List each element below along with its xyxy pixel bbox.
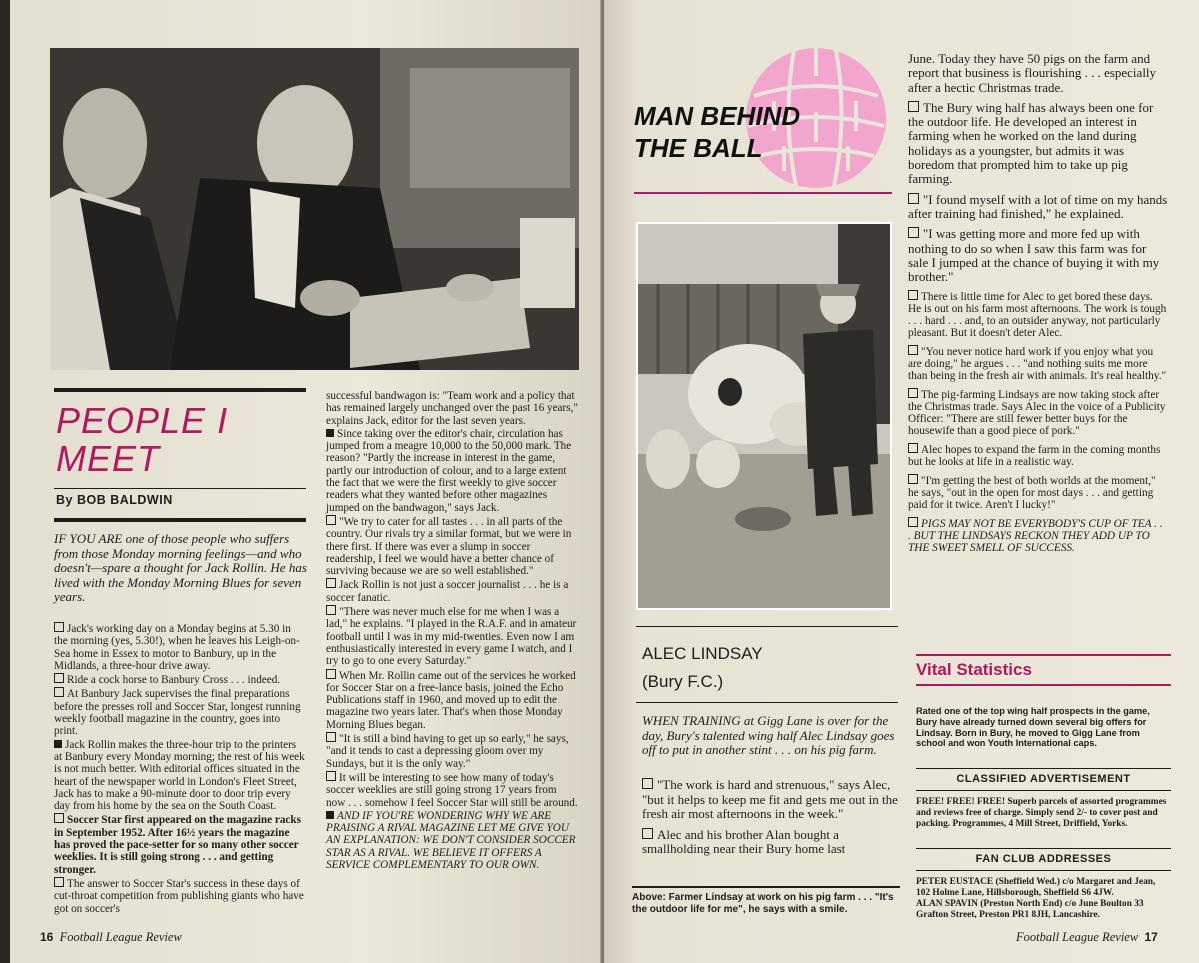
page-number: 16 (40, 930, 54, 944)
paragraph: successful bandwagon is: "Team work and a policy that has remained largely unchanged over the past 16 years," explains Jack, editor for the last seven years. (326, 390, 578, 427)
profile-column-2 (908, 52, 1168, 560)
paragraph: June. Today they have 50 pigs on the farm and report that business is flourishing . . . especially after a hectic Christmas trade. (908, 51, 1157, 95)
checkbox-bullet-icon (54, 813, 64, 823)
classified-rule-bottom (916, 790, 1171, 791)
name-rule-bottom (636, 702, 898, 703)
photo-alec-lindsay (636, 222, 892, 610)
page-number: 17 (1144, 930, 1158, 944)
name-rule-top (636, 626, 898, 627)
paragraph: Soccer Star first appeared on the magazine racks in September 1952. After 16½ years the magazine has proved the pace-setter for so many other soccer weeklies. It is still going strong . . . and getting stronger. (54, 814, 301, 876)
vital-rule-bottom (916, 684, 1171, 686)
fanclub-heading: FAN CLUB ADDRESSES (975, 853, 1112, 865)
player-name: ALEC LINDSAY (642, 644, 763, 663)
paragraph: Alec and his brother Alan bought a smallholding near their Bury home last (642, 826, 846, 856)
paragraph: At Banbury Jack supervises the final preparations before the presses roll and Soccer Star, longest running weekly football magazine in the country, goes into print. (54, 688, 301, 738)
paragraph: "The work is hard and strenuous," says Alec, "but it helps to keep me fit and gets me out in the fresh air most afternoons in the week." (642, 777, 898, 821)
vital-rule-top (916, 654, 1171, 656)
pig-farm-photo-icon (638, 224, 890, 608)
paragraph: Alec hopes to expand the farm in the coming months but he looks at life in a realistic way. (908, 444, 1161, 469)
checkbox-bullet-icon (908, 345, 918, 355)
checkbox-bullet-icon (908, 443, 918, 453)
checkbox-bullet-icon (326, 578, 336, 588)
checkbox-bullet-icon (54, 877, 64, 887)
paragraph: Jack Rollin makes the three-hour trip to the printers at Banbury every Monday morning; the rest of his week is not much better. With editorial offices situated in the heart of the newspaper world in London's Fleet Street, Jack has to make a 90-minute door to door trip every day from his home by the sea on the South Coast. (54, 738, 305, 813)
profile-lead: WHEN TRAINING at Gigg Lane is over for the day, Bury's talented wing half Alec Lindsay goes off to put in another stint . . . on his pig farm. (642, 713, 895, 757)
fanclub-address-1: PETER EUSTACE (Sheffield Wed.) c/o Margaret and Jean, 102 Holme Lane, Hillsborough, Sheffield S6 4JW. (916, 877, 1156, 898)
checkbox-bullet-icon (642, 778, 653, 789)
vital-statistics-text: Rated one of the top wing half prospects in the game, Bury have already turned down several big offers for Lindsay. Born in Bury, he moved to Gigg Lane from school and won Youth International caps. (916, 706, 1150, 749)
paragraph: AND IF YOU'RE WONDERING WHY WE ARE PRAISING A RIVAL MAGAZINE LET ME GIVE YOU AN EXPLANATION: WE DON'T CONSIDER SOCCER STAR AS A RIVAL. WE BELIEVE IT OFFERS A SERVICE COMPLEMENTARY TO OUR OWN. (326, 809, 576, 871)
paragraph: The pig-farming Lindsays are now taking stock after the Christmas trade. Says Alec in the voice of a Publicity Officer: "There are still fewer better buys for the housewife than a good piece of pork." (908, 389, 1166, 438)
checkbox-bullet-icon (326, 732, 336, 742)
checkbox-bullet-icon (326, 515, 336, 525)
folio-title: Football League Review (1016, 930, 1139, 944)
checkbox-bullet-icon (326, 669, 336, 679)
title-rule-top (54, 388, 306, 392)
classified-text: FREE! FREE! FREE! Superb parcels of assorted programmes and reviews free of charge. Simply send 2/- to cover post and packing. Programmes, 4 Mill Street, Driffield, Yorks. (916, 797, 1167, 829)
section-heading (634, 100, 800, 164)
square-bullet-icon (326, 811, 334, 819)
paragraph: There is little time for Alec to get bored these days. He is out on his farm most afternoons. The work is tough . . . hard . . . and, to an outsider anyway, not particularly pleasant. But it doesn't deter Alec. (908, 291, 1167, 340)
square-bullet-icon (326, 429, 334, 437)
article-lead: IF YOU ARE one of those people who suffers from those Monday morning feelings—and who doesn't—spare a thought for Jack Rollin. He has lived with the Monday Morning Blues for seven years. (54, 531, 307, 604)
left-page (10, 0, 602, 963)
paragraph: "It is still a bind having to get up so early," he says, "and it tends to cast a depressing gloom over my Sundays, but it is the only way." (326, 733, 569, 770)
photo-jack-rollin (50, 48, 579, 370)
checkbox-bullet-icon (54, 687, 64, 697)
checkbox-bullet-icon (326, 605, 336, 615)
right-page (604, 0, 1199, 963)
paragraph: "There was never much else for me when I was a lad," he explains. "I played in the R.A.F. and in amateur football until I was in my mid-twenties. Even now I am enthusiastically interested in every game I watch, and I try to go to one every Saturday." (326, 606, 577, 668)
paragraph: Jack's working day on a Monday begins at 5.30 in the morning (yes, 5.30!), when he leaves his Leigh-on-Sea home in Essex to motor to Banbury, up in the Midlands, a three-hour drive away. (54, 623, 300, 672)
classified-rule-top (916, 768, 1171, 769)
byline: By BOB BALDWIN (56, 493, 173, 507)
paragraph: Jack Rollin is not just a soccer journalist . . . he is a soccer fanatic. (326, 579, 569, 604)
article-column-2 (326, 390, 578, 872)
fanclub-rule-bottom (916, 870, 1171, 871)
article-column-1 (54, 622, 306, 916)
paragraph: When Mr. Rollin came out of the services he worked for Soccer Star on a free-lance basis, joined the Echo Publications staff in 1960, and moved up to edit the magazine two years later. That's when those Monday Morning Blues began. (326, 669, 576, 731)
checkbox-bullet-icon (908, 101, 919, 112)
checkbox-bullet-icon (54, 673, 64, 683)
section-heading-line2: THE BALL (634, 133, 763, 163)
paragraph: "We try to cater for all tastes . . . in all parts of the country. Our rivals try a similar format, but we were in there first. If there was ever a slump in soccer readership, I feel we would have a better chance of surviving because we are so well established." (326, 515, 572, 578)
player-name-block (642, 640, 763, 696)
article-title: PEOPLE I MEET (56, 400, 229, 479)
paragraph: PIGS MAY NOT BE EVERYBODY'S CUP OF TEA . . . BUT THE LINDSAYS RECKON THEY ADD UP TO THE SWEET SMELL OF SUCCESS. (908, 518, 1163, 555)
checkbox-bullet-icon (908, 193, 919, 204)
square-bullet-icon (54, 740, 62, 748)
checkbox-bullet-icon (908, 517, 918, 527)
heading-rule (634, 192, 892, 194)
vital-statistics-heading: Vital Statistics (916, 660, 1032, 679)
byline-rule-top (54, 488, 306, 489)
checkbox-bullet-icon (908, 290, 918, 300)
folio-title: Football League Review (59, 930, 182, 944)
byline-rule-bottom (54, 518, 306, 522)
checkbox-bullet-icon (54, 622, 64, 632)
fanclub-address-2: ALAN SPAVIN (Preston North End) c/o June Boulton 33 Grafton Street, Preston PR1 8JH, Lancashire. (916, 899, 1144, 920)
section-heading-line1: MAN BEHIND (634, 101, 801, 131)
paragraph: "I'm getting the best of both worlds at the moment," he says, "out in the open for most days . . . and getting paid for it twice. Aren't I lucky!" (908, 475, 1156, 512)
paragraph: "I was getting more and more fed up with nothing to do so when I saw this farm was for sale I jumped at the chance of buying it with my brother." (908, 226, 1160, 285)
checkbox-bullet-icon (908, 388, 918, 398)
checkbox-bullet-icon (908, 474, 918, 484)
paragraph: "I found myself with a lot of time on my hands after training had finished," he explained. (908, 191, 1168, 221)
page-folio-right (1016, 930, 1158, 945)
paragraph: "You never notice hard work if you enjoy what you are doing," he argues . . . "and nothing suits me more than being in the fresh air with animals. It's real healthy." (908, 346, 1167, 383)
paragraph: It will be interesting to see how many of today's soccer weeklies are still going strong 17 years from now . . . somehow I feel Soccer Star will still be around. (326, 771, 578, 809)
checkbox-bullet-icon (908, 227, 919, 238)
paragraph: The answer to Soccer Star's success in these days of cut-throat competition from publishing giants who have got on soccer's (54, 877, 304, 915)
checkbox-bullet-icon (642, 828, 653, 839)
photo-caption: Above: Farmer Lindsay at work on his pig farm . . . "It's the outdoor life for me", he says with a smile. (632, 892, 894, 915)
profile-column-1 (642, 778, 898, 863)
caption-rule (632, 886, 900, 888)
paragraph: The Bury wing half has always been one for the outdoor life. He developed an interest in farming when he worked on the land during holidays as a youngster, but admits it was boredom that prompted him to take up pig farming. (908, 99, 1154, 187)
photo-illustration-icon (50, 48, 579, 370)
page-folio-left (40, 930, 182, 945)
paragraph: Since taking over the editor's chair, circulation has jumped from a meagre 10,000 to the 50,000 mark. The reason? "Partly the increase in interest in the game, partly our introduction of colour, and to a large extent the fact that we were the first weekly to give soccer readers what they wanted before other magazines jumped on the bandwagon," says Jack. (326, 427, 572, 514)
player-club: (Bury F.C.) (642, 672, 724, 691)
checkbox-bullet-icon (326, 771, 336, 781)
classified-heading: CLASSIFIED ADVERTISEMENT (956, 773, 1131, 785)
fanclub-rule-top (916, 848, 1171, 849)
paragraph: Ride a cock horse to Banbury Cross . . . indeed. (54, 673, 306, 686)
